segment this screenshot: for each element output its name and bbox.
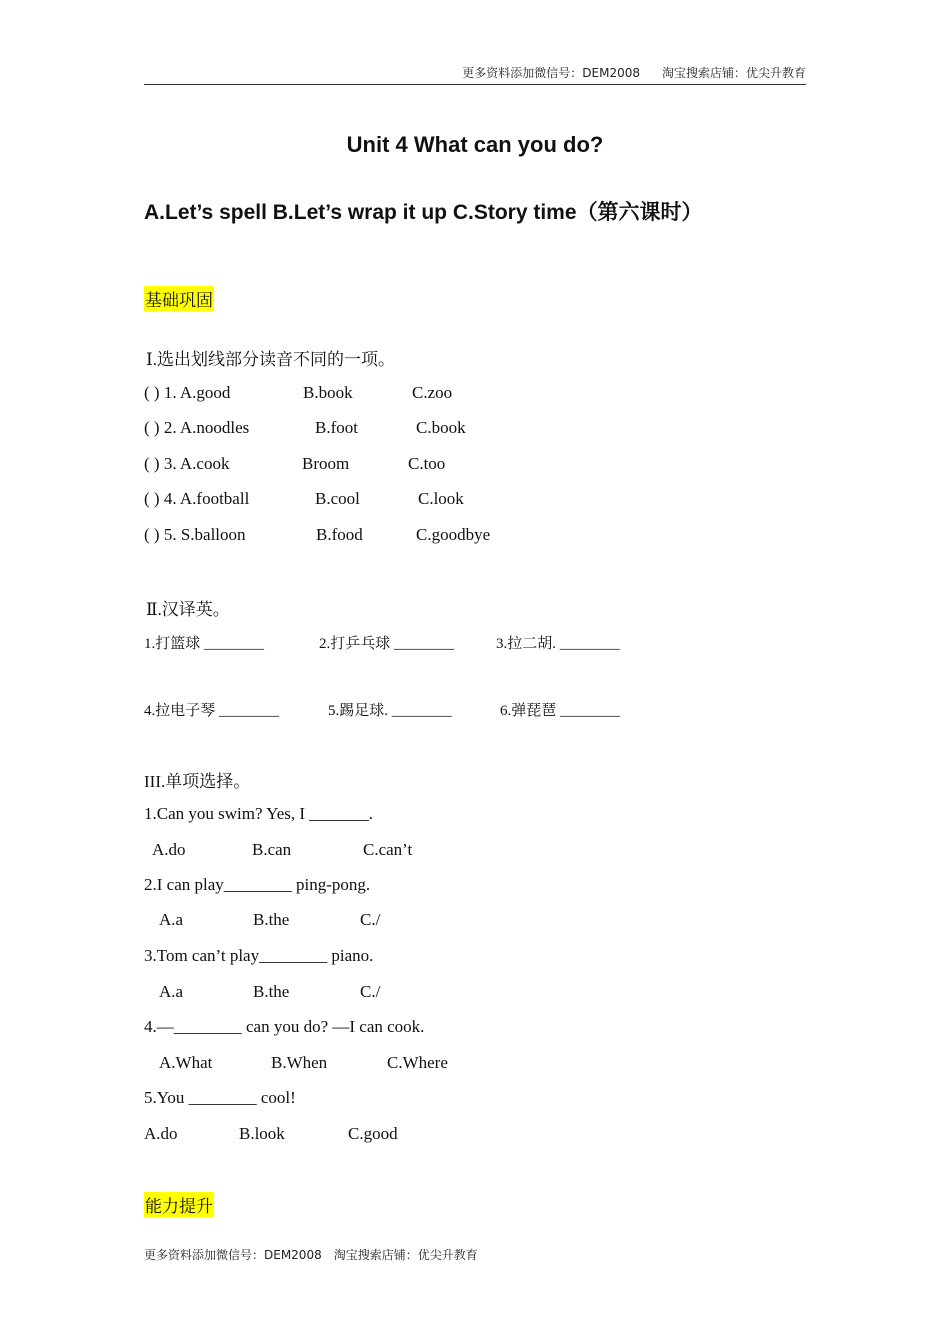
part3-option-a: A.do <box>152 840 186 859</box>
header-shop: 淘宝搜索店铺：优尖升教育 <box>661 66 806 80</box>
part1-option-c: C.look <box>418 489 464 508</box>
part1-option-b: B.foot <box>315 418 358 437</box>
part3-option-b: B.look <box>239 1124 285 1143</box>
part1-item <box>144 418 466 438</box>
part3-option-c: C.can’t <box>363 840 413 859</box>
part3-question: 1.Can you swim? Yes, I _______. <box>144 804 374 823</box>
part2-item: 2.打乒乓球 ________ <box>319 636 455 652</box>
part1-option-b: Broom <box>302 454 350 473</box>
part1-item <box>144 525 491 545</box>
part3-option-a: A.do <box>144 1124 178 1143</box>
part3-question: 2.I can play________ ping-pong. <box>144 875 371 894</box>
part1-option-c: C.too <box>408 454 446 473</box>
page-footer <box>144 1246 478 1263</box>
part3-option-c: C./ <box>360 982 381 1001</box>
part3-option-a: A.a <box>159 982 184 1001</box>
part3-option-a: A.What <box>159 1053 213 1072</box>
part3-question: 4.—________ can you do? —I can cook. <box>144 1017 425 1036</box>
part2-item: 3.拉二胡. ________ <box>496 636 620 652</box>
part1-item <box>144 489 464 509</box>
part1-option-c: C.zoo <box>412 383 453 402</box>
part2-item: 6.弹琵琶 ________ <box>500 703 621 719</box>
part1-option-b: B.cool <box>315 489 360 508</box>
part3-option-b: B.the <box>253 910 290 929</box>
part1-item-stem: ( ) 3. A.cook <box>144 454 230 473</box>
part2-item: 5.踢足球. ________ <box>328 703 452 719</box>
part3-option-a: A.a <box>159 910 184 929</box>
footer-shop: 淘宝搜索店铺：优尖升教育 <box>333 1248 478 1262</box>
part2-item: 1.打篮球 ________ <box>144 636 265 652</box>
part3-option-b: B.can <box>252 840 292 859</box>
part1-item-stem: ( ) 5. S.balloon <box>144 525 246 544</box>
part3-question: 3.Tom can’t play________ piano. <box>144 946 374 965</box>
part2-item: 4.拉电子琴 ________ <box>144 703 280 719</box>
part2-row <box>144 632 620 653</box>
page-header <box>144 64 806 85</box>
part3-option-c: C.Where <box>387 1053 448 1072</box>
part1-item <box>144 454 446 474</box>
part3-heading: III.单项选择。 <box>144 772 251 791</box>
document-title: Unit 4 What can you do? <box>346 132 604 157</box>
section-basic-heading: 基础巩固 <box>144 286 214 311</box>
part1-option-c: C.book <box>416 418 466 437</box>
part1-option-b: B.food <box>316 525 363 544</box>
part1-item <box>144 383 453 403</box>
header-wechat: 更多资料添加微信号：DEM2008 <box>462 66 640 80</box>
document-subtitle: A.Let’s spell B.Let’s wrap it up C.Story time（第六课时） <box>144 201 703 224</box>
part2-row <box>144 699 621 720</box>
part1-heading: Ⅰ.选出划线部分读音不同的一项。 <box>146 350 395 369</box>
part1-option-b: B.book <box>303 383 353 402</box>
footer-wechat: 更多资料添加微信号：DEM2008 <box>144 1248 322 1262</box>
part3-option-b: B.the <box>253 982 290 1001</box>
part3-question: 5.You ________ cool! <box>144 1088 296 1107</box>
part3-option-b: B.When <box>271 1053 328 1072</box>
part1-option-c: C.goodbye <box>416 525 491 544</box>
part1-item-stem: ( ) 2. A.noodles <box>144 418 250 437</box>
part1-item-stem: ( ) 1. A.good <box>144 383 231 402</box>
part3-option-c: C./ <box>360 910 381 929</box>
part3-option-c: C.good <box>348 1124 398 1143</box>
part2-heading: Ⅱ.汉译英。 <box>146 600 230 619</box>
section-advanced-heading: 能力提升 <box>144 1192 214 1217</box>
part1-item-stem: ( ) 4. A.football <box>144 489 250 508</box>
